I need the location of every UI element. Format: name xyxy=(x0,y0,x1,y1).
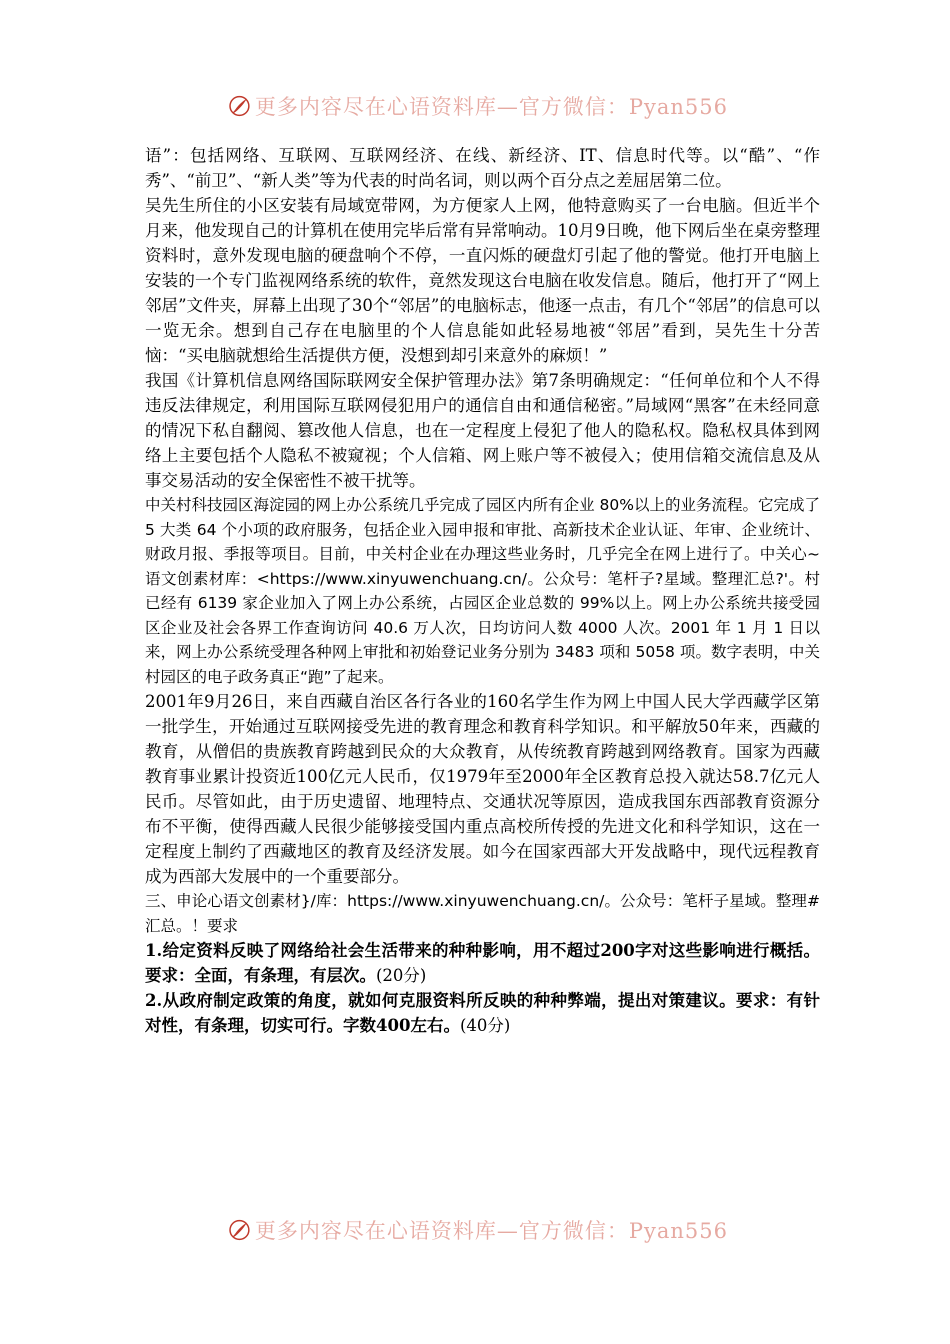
header-watermark xyxy=(228,84,728,128)
question-2 xyxy=(145,988,820,1038)
question-1 xyxy=(145,938,820,988)
question-1-text: 1.给定资料反映了网络给社会生活带来的种种影响，用不超过200字对这些影响进行概括。要求：全面，有条理，有层次。 xyxy=(145,941,820,985)
question-2-text: 2.从政府制定政策的角度，就如何克服资料所反映的种种弊端，提出对策建议。要求：有针对性，有条理，切实可行。字数400左右。 xyxy=(145,991,820,1035)
requirements-heading: 三、申论心语文创素材}/库：https://www.xinyuwenchuang.cn/。公众号：笔杆子星域。整理#汇总。！要求 xyxy=(145,892,820,935)
quill-logo-icon xyxy=(228,1213,251,1247)
paragraph-5: 2001年9月26日，来自西藏自治区各行各业的160名学生作为网上中国人民大学西藏学区第一批学生，开始通过互联网接受先进的教育理念和教育科学知识。和平解放50年来，西藏的教育，从僧侣的贵族教育跨越到民众的大众教育，从传统教育跨越到网络教育。国家为西藏教育事业累计投资近100亿元人民币，仅1979年至2000年全区教育总投入就达58.7亿元人民币。尽管如此，由于历史遗留、地理特点、交通状况等原因，造成我国东西部教育资源分布不平衡，使得西藏人民很少能够接受国内重点高校所传授的先进文化和科学知识，这在一定程度上制约了西藏地区的教育及经济发展。如今在国家西部大开发战略中，现代远程教育成为西部大发展中的一个重要部分。 xyxy=(145,692,820,886)
paragraph-1: 语”：包括网络、互联网、互联网经济、在线、新经济、IT、信息时代等。以“酷”、“作秀”、“前卫”、“新人类”等为代表的时尚名词，则以两个百分点之差屈居第二位。 xyxy=(145,146,820,190)
watermark-text: 更多内容尽在心语资料库—官方微信：Pyan556 xyxy=(254,1219,728,1243)
document-body xyxy=(145,143,820,1038)
question-1-score: (20分) xyxy=(376,966,427,985)
watermark-text: 更多内容尽在心语资料库—官方微信：Pyan556 xyxy=(254,95,728,119)
question-2-score: (40分) xyxy=(459,1016,511,1035)
paragraph-4: 中关村科技园区海淀园的网上办公系统几乎完成了园区内所有企业 80%以上的业务流程。它完成了 5 大类 64 个小项的政府服务，包括企业入园申报和审批、高新技术企业认证、年审、企业统计、财政月报、季报等项目。目前，中关村企业在办理这些业务时，几乎完全在网上进行了。中关心~语文创素材库：<https://www.xinyuwenchuang.cn/。公众号：笔杆子?星域。整理汇总?'。村已经有 6139 家企业加入了网上办公系统，占园区企业总数的 99%以上。网上办公系统共接受园区企业及社会各界工作查询访问 40.6 万人次，日均访问人数 4000 人次。2001 年 1 月 1 日以来，网上办公系统受理各种网上审批和初始登记业务分别为 3483 项和 5058 项。数字表明，中关村园区的电子政务真正“跑”了起来。 xyxy=(145,496,820,686)
paragraph-3: 我国《计算机信息网络国际联网安全保护管理办法》第7条明确规定：“任何单位和个人不得违反法律规定，利用国际互联网侵犯用户的通信自由和通信秘密。”局域网“黑客”在未经同意的情况下私自翻阅、篡改他人信息，也在一定程度上侵犯了他人的隐私权。隐私权具体到网络上主要包括个人隐私不被窥视；个人信箱、网上账户等不被侵入；使用信箱交流信息及从事交易活动的安全保密性不被干扰等。 xyxy=(145,371,820,490)
footer-watermark xyxy=(228,1208,728,1252)
quill-logo-icon xyxy=(228,89,251,123)
paragraph-2: 吴先生所住的小区安装有局域宽带网，为方便家人上网，他特意购买了一台电脑。但近半个月来，他发现自己的计算机在使用完毕后常有异常响动。10月9日晚，他下网后坐在桌旁整理资料时，意外发现电脑的硬盘响个不停，一直闪烁的硬盘灯引起了他的警觉。他打开电脑上安装的一个专门监视网络系统的软件，竟然发现这台电脑在收发信息。随后，他打开了“网上邻居”文件夹，屏幕上出现了30个“邻居”的电脑标志，他逐一点击，有几个“邻居”的信息可以一览无余。想到自己存在电脑里的个人信息能如此轻易地被“邻居”看到，吴先生十分苦恼：“买电脑就想给生活提供方便，没想到却引来意外的麻烦！” xyxy=(145,196,820,365)
